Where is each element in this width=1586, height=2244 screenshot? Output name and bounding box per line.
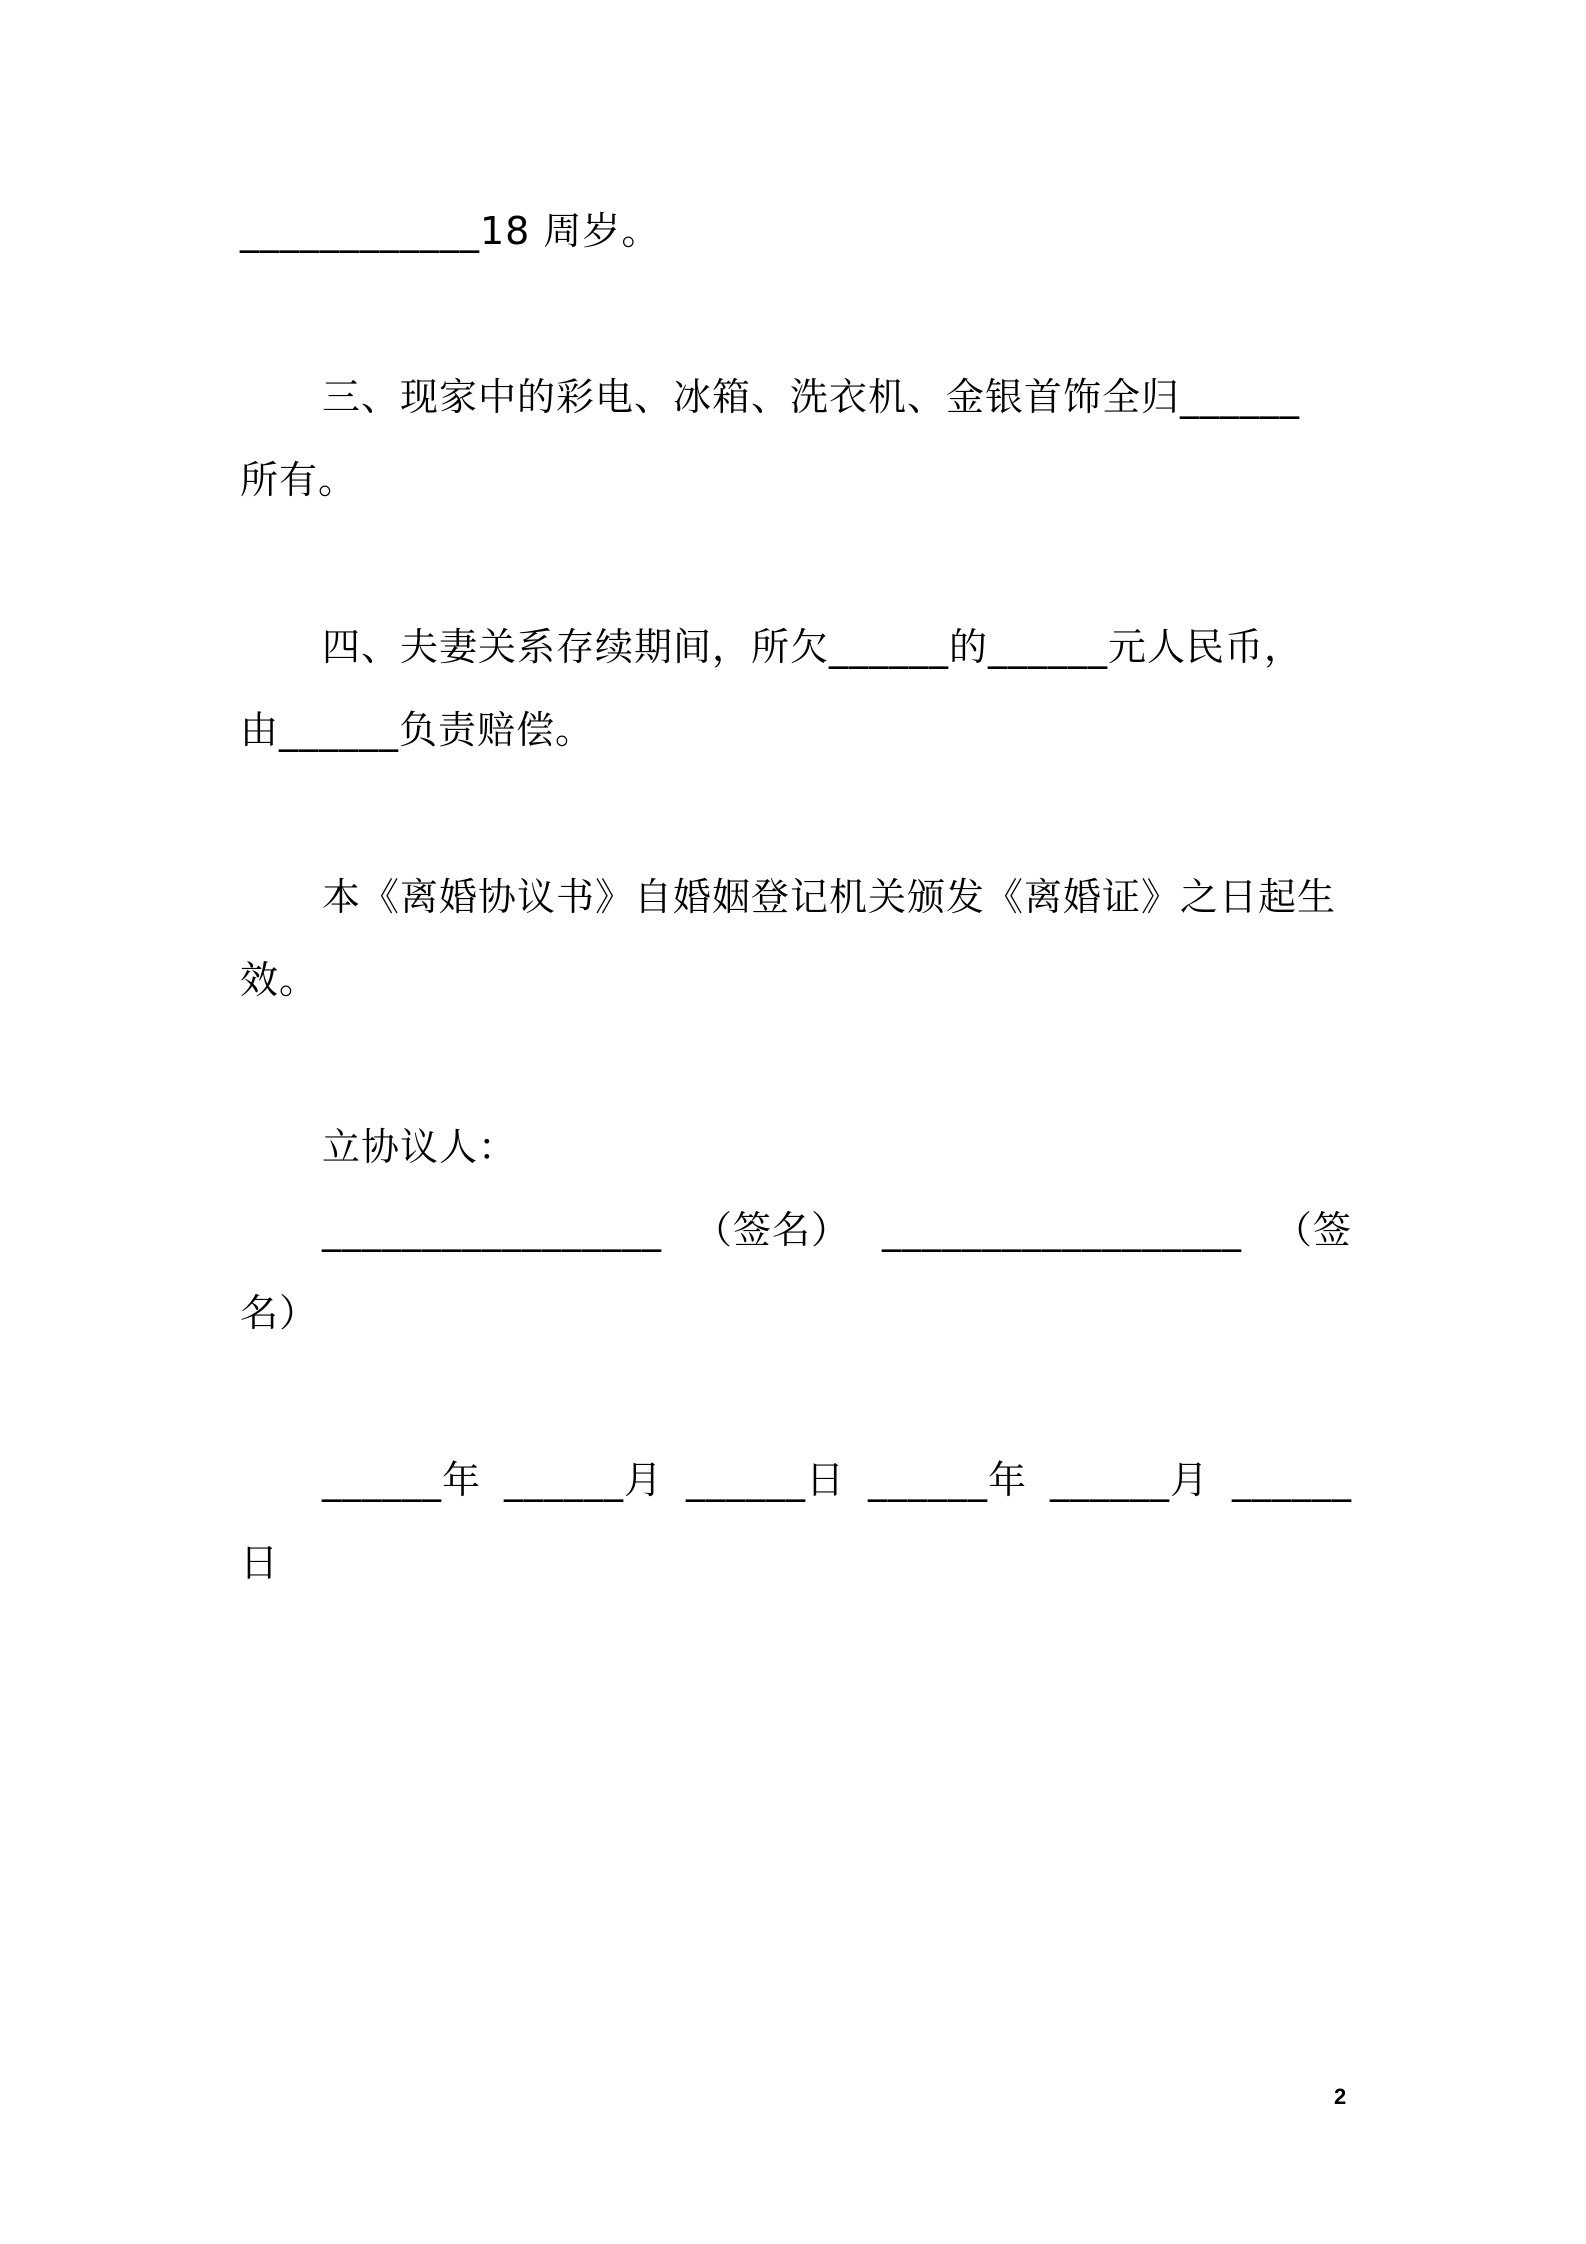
- age-line: ____________18 周岁。: [240, 209, 661, 253]
- signature-line: [322, 1205, 1352, 1255]
- effective-line-2: 效。: [240, 958, 319, 1002]
- item-4-line-1: 四、夫妻关系存续期间，所欠______的______元人民币，: [322, 625, 1304, 669]
- date-line: [322, 1455, 1352, 1505]
- date-part: ______月: [1050, 1458, 1210, 1502]
- signature-blank-2: __________________: [881, 1208, 1242, 1252]
- date-part: ______年: [868, 1458, 1028, 1502]
- page-number: 2: [1334, 2084, 1347, 2109]
- date-part: ______月: [504, 1458, 664, 1502]
- effective-line-1: 本《离婚协议书》自婚姻登记机关颁发《离婚证》之日起生: [322, 875, 1337, 919]
- signature-blank-1: _________________: [322, 1208, 662, 1252]
- signature-line-2: 名）: [240, 1291, 319, 1335]
- date-part: ______年: [322, 1458, 482, 1502]
- date-part: ______: [1232, 1458, 1352, 1502]
- signature-label-1: （签名）: [693, 1208, 850, 1252]
- date-part: ______日: [686, 1458, 846, 1502]
- item-4-line-2: 由______负责赔偿。: [240, 708, 595, 752]
- date-line-2: 日: [240, 1541, 280, 1585]
- signature-label-2: （签: [1273, 1208, 1352, 1252]
- signatories-label: 立协议人：: [322, 1125, 518, 1169]
- item-3-line-2: 所有。: [240, 458, 358, 502]
- item-3-line-1: 三、现家中的彩电、冰箱、洗衣机、金银首饰全归______: [322, 375, 1301, 419]
